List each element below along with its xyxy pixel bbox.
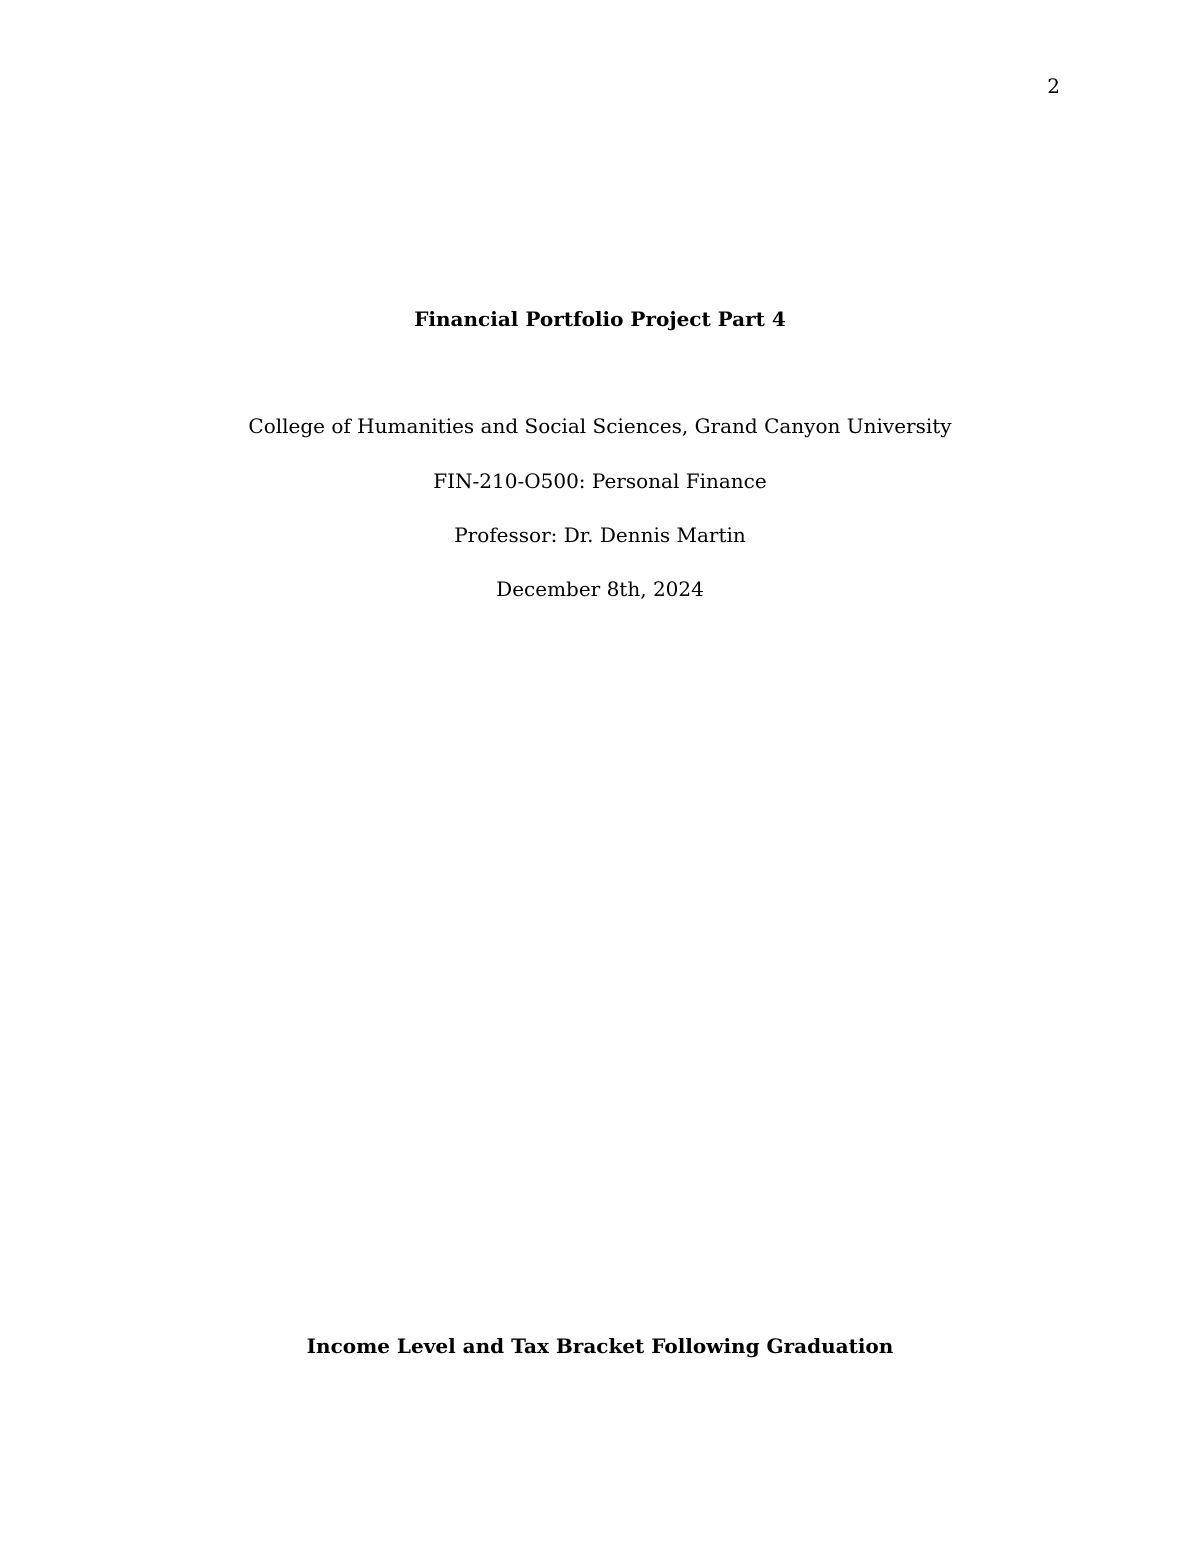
document-title: Financial Portfolio Project Part 4 <box>414 307 786 331</box>
date-line: December 8th, 2024 <box>496 577 704 601</box>
page-number: 2 <box>1047 74 1060 98</box>
college-line: College of Humanities and Social Sciences, Grand Canyon University <box>248 414 952 438</box>
professor-line: Professor: Dr. Dennis Martin <box>454 523 746 547</box>
section-heading: Income Level and Tax Bracket Following Graduation <box>306 1334 894 1358</box>
course-line: FIN-210-O500: Personal Finance <box>433 469 767 493</box>
